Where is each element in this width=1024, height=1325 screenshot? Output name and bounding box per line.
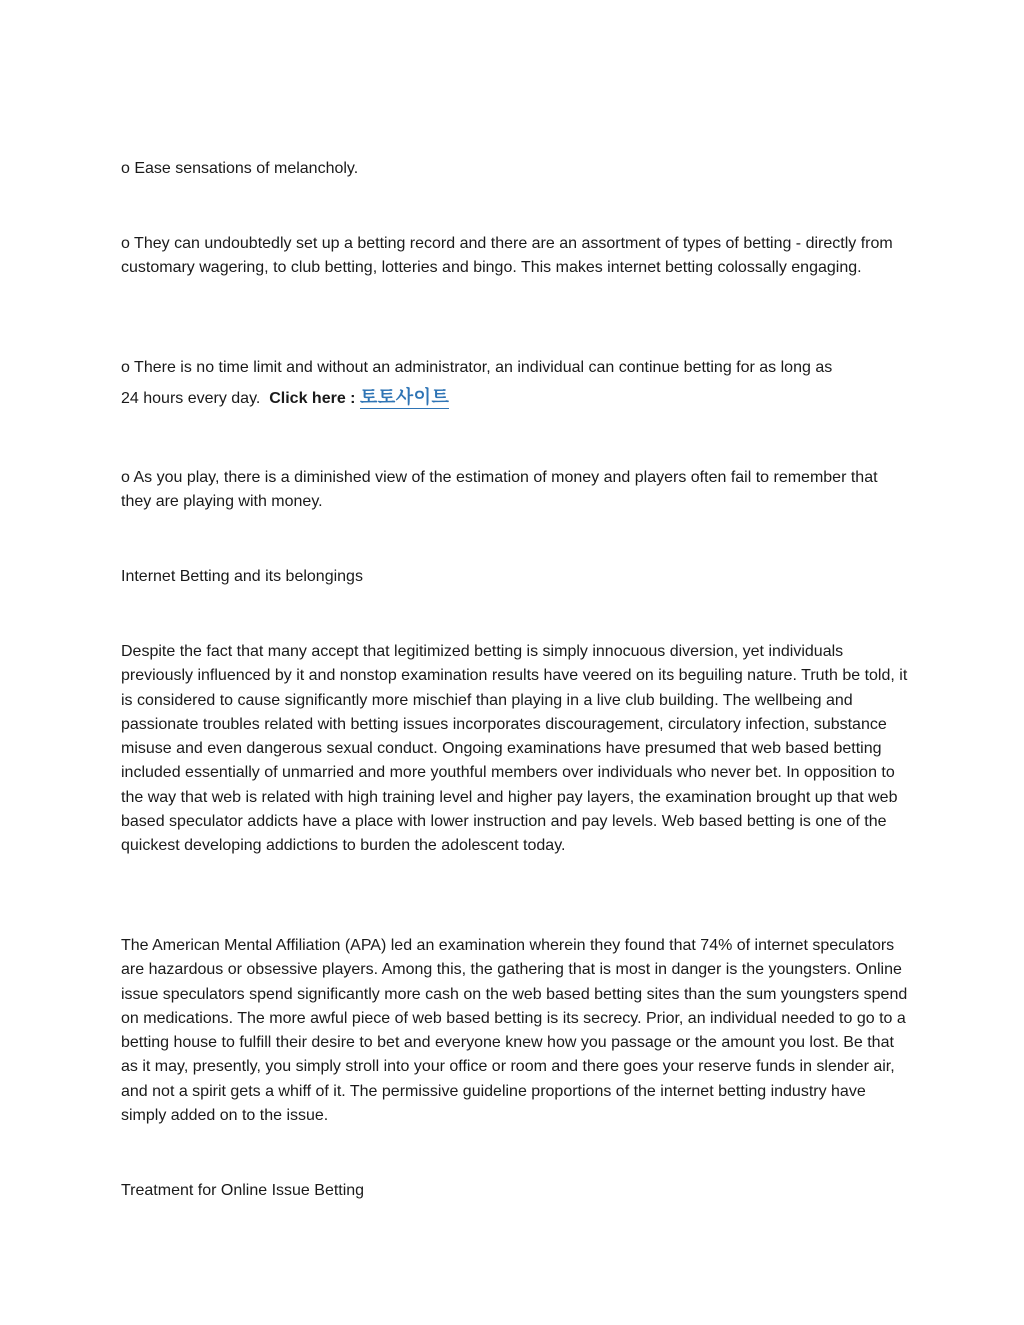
bullet-time-limit-line2-wrap: [121, 385, 911, 411]
heading-internet-betting: Internet Betting and its belongings: [121, 568, 363, 585]
click-here-label: Click here :: [269, 390, 356, 408]
paragraph-legitimized-betting: Despite the fact that many accept that legitimized betting is simply innocuous diversion, yet individuals previously influenced by it and nonstop examination results have veered on its beguiling nature. Truth be told, it is considered to cause significantly more mischief than playing in a live club building. The wellbeing and passionate troubles related with betting issues incorporates discouragement, circulatory infection, substance misuse and even dangerous sexual conduct. Ongoing examinations have presumed that web based betting included essentially of unmarried and more youthful members over individuals who never bet. In opposition to the way that web is related with high training level and higher pay layers, the examination brought up that web based speculator addicts have a place with lower instruction and pay levels. Web based betting is one of the quickest developing addictions to burden the adolescent today.: [121, 643, 908, 855]
toto-site-link[interactable]: 토토사이트: [359, 387, 450, 408]
bullet-betting-record: o They can undoubtedly set up a betting record and there are an assortment of types of betting - directly from customary wagering, to club betting, lotteries and bingo. This makes internet betting colossally engaging.: [121, 235, 893, 277]
bullet-money-view: o As you play, there is a diminished view of the estimation of money and players often fail to remember that they are playing with money.: [121, 469, 878, 511]
bullet-time-limit-line2: 24 hours every day.: [121, 390, 261, 408]
bullet-ease-melancholy: o Ease sensations of melancholy.: [121, 160, 359, 177]
heading-treatment: Treatment for Online Issue Betting: [121, 1182, 365, 1199]
bullet-time-limit-line1: o There is no time limit and without an administrator, an individual can continue betting for as long as: [121, 359, 833, 376]
paragraph-apa-examination: The American Mental Affiliation (APA) led an examination wherein they found that 74% of internet speculators are hazardous or obsessive players. Among this, the gathering that is most in danger is the youngsters. Online issue speculators spend significantly more cash on the web based betting sites than the sum youngsters spend on medications. The more awful piece of web based betting is its secrecy. Prior, an individual needed to go to a betting house to fulfill their desire to bet and everyone knew how you passage or the amount you lost. Be that as it may, presently, you simply stroll into your office or room and there goes your reserve funds in slender air, and not a spirit gets a whiff of it. The permissive guideline proportions of the internet betting industry have simply added on to the issue.: [121, 937, 908, 1125]
bullet-time-limit: [121, 356, 911, 412]
